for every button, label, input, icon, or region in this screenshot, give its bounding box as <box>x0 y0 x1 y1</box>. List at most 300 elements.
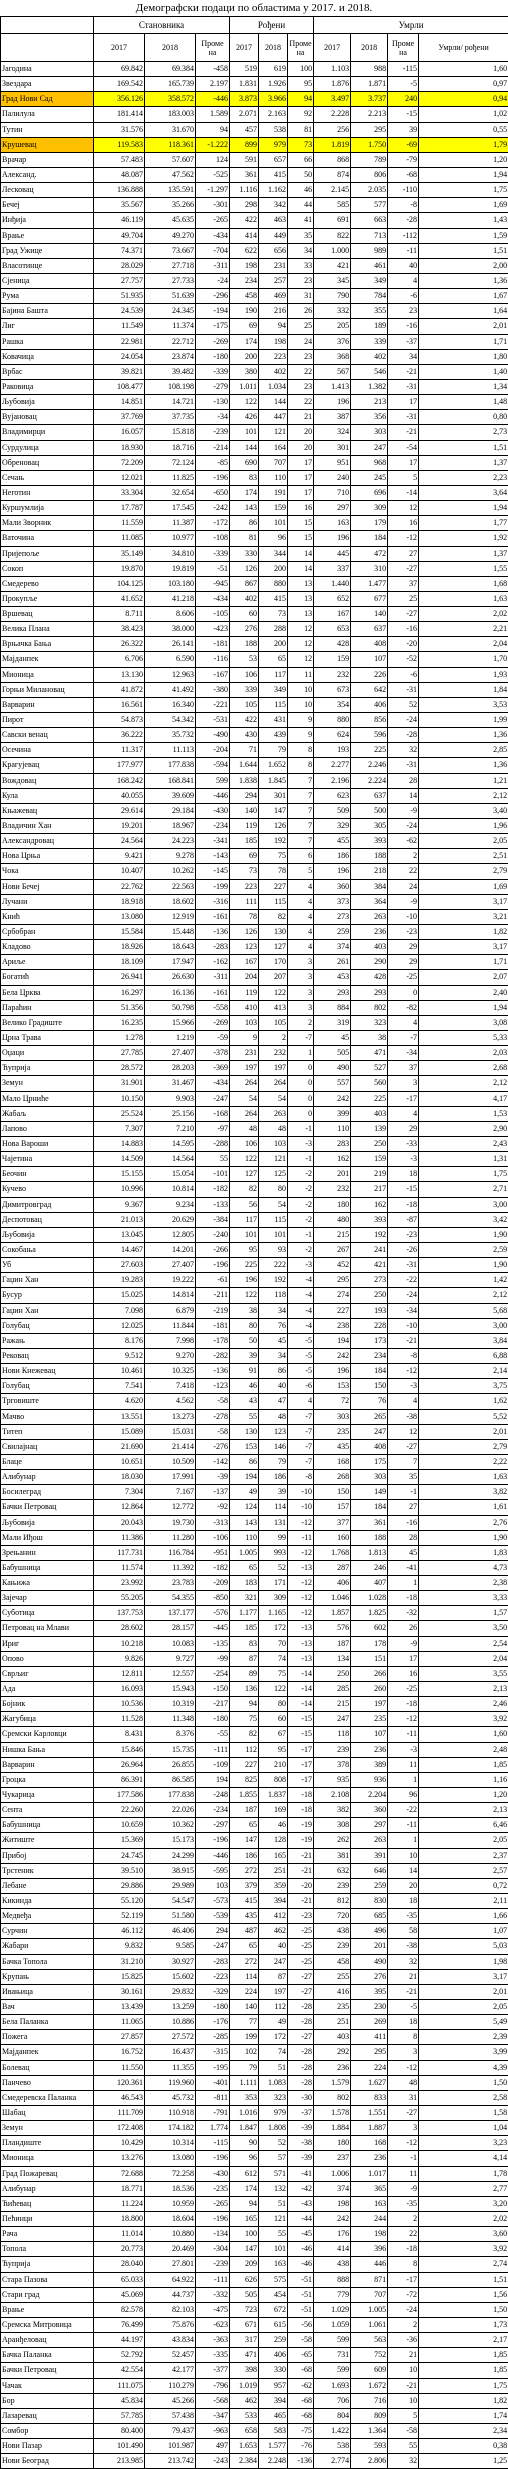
table-row <box>1 1984 508 1999</box>
value-cell: 16 <box>388 516 419 531</box>
value-cell: -14 <box>288 1697 314 1712</box>
value-cell: -21 <box>288 1894 314 1909</box>
value-cell: 31.901 <box>94 1076 145 1091</box>
value-cell: 1.831 <box>230 77 259 92</box>
value-cell: -27 <box>388 607 419 622</box>
value-cell: -2 <box>288 1212 314 1227</box>
value-cell: 94 <box>288 92 314 107</box>
value-cell: -180 <box>196 349 230 364</box>
value-cell: 12 <box>388 501 419 516</box>
value-cell: 422 <box>230 213 259 228</box>
value-cell: 1,63 <box>419 591 508 606</box>
value-cell: 319 <box>314 1015 351 1030</box>
value-cell: -116 <box>196 652 230 667</box>
value-cell: 1,85 <box>419 2363 508 2378</box>
value-cell: 295 <box>351 2045 388 2060</box>
value-cell: 90 <box>230 2136 259 2151</box>
value-cell: 25.156 <box>145 1106 196 1121</box>
value-cell: 100 <box>288 62 314 77</box>
value-cell: 49 <box>230 1485 259 1500</box>
value-cell: 1.006 <box>314 2166 351 2181</box>
value-cell: 196 <box>314 395 351 410</box>
value-cell: 46.112 <box>94 1924 145 1939</box>
value-cell: 123 <box>259 1424 288 1439</box>
value-cell: -136 <box>196 1364 230 1379</box>
value-cell: -283 <box>196 1954 230 1969</box>
value-cell: 1,71 <box>419 334 508 349</box>
value-cell: 1,90 <box>419 1258 508 1273</box>
table-row <box>1 728 508 743</box>
value-cell: 415 <box>259 167 288 182</box>
region-name-cell: Зрењанин <box>1 1545 94 1560</box>
value-cell: 585 <box>314 198 351 213</box>
value-cell: 18.109 <box>94 955 145 970</box>
value-cell: 19.870 <box>94 561 145 576</box>
value-cell: 28.572 <box>94 1061 145 1076</box>
value-cell: -446 <box>196 788 230 803</box>
value-cell: -175 <box>196 319 230 334</box>
value-cell: -211 <box>196 1288 230 1303</box>
value-cell: 723 <box>230 2302 259 2317</box>
value-cell: 1,20 <box>419 1788 508 1803</box>
value-cell: 808 <box>259 1772 288 1787</box>
value-cell: 26.141 <box>145 637 196 652</box>
region-name-cell: Бачки Петровац <box>1 2363 94 2378</box>
region-name-cell: Лебане <box>1 1878 94 1893</box>
value-cell: 716 <box>351 2393 388 2408</box>
region-name-cell: Бачка Паланка <box>1 2348 94 2363</box>
value-cell: 236 <box>351 925 388 940</box>
value-cell: 140 <box>351 607 388 622</box>
value-cell: -68 <box>288 2393 314 2408</box>
value-cell: -97 <box>196 1121 230 1136</box>
value-cell: 27.718 <box>145 258 196 273</box>
value-cell: -196 <box>196 2211 230 2226</box>
value-cell: 500 <box>351 803 388 818</box>
value-cell: 2,46 <box>419 1697 508 1712</box>
value-cell: 35 <box>388 1470 419 1485</box>
value-cell: 89 <box>230 1666 259 1681</box>
value-cell: -445 <box>196 1621 230 1636</box>
table-row <box>1 2060 508 2075</box>
value-cell: 21.414 <box>145 1439 196 1454</box>
value-cell: 1,36 <box>419 728 508 743</box>
value-cell: 37 <box>388 1061 419 1076</box>
table-row <box>1 410 508 425</box>
value-cell: 232 <box>259 1046 288 1061</box>
value-cell: 1.837 <box>259 1788 288 1803</box>
value-cell: 38.000 <box>145 622 196 637</box>
region-name-cell: Голубац <box>1 1318 94 1333</box>
value-cell: 11.574 <box>94 1560 145 1575</box>
value-cell: 237 <box>314 2151 351 2166</box>
value-cell: -51 <box>288 2287 314 2302</box>
table-row <box>1 1727 508 1742</box>
value-cell: -137 <box>196 1485 230 1500</box>
table-row <box>1 198 508 213</box>
value-cell: -301 <box>196 198 230 213</box>
table-row <box>1 1167 508 1182</box>
value-cell: 1,90 <box>419 1227 508 1242</box>
value-cell: 1.627 <box>351 2075 388 2090</box>
value-cell: -4 <box>288 1318 314 1333</box>
value-cell: 1,42 <box>419 1273 508 1288</box>
value-cell: 24.564 <box>94 834 145 849</box>
region-name-cell: Јагодина <box>1 62 94 77</box>
value-cell: -595 <box>196 1863 230 1878</box>
value-cell: 1,69 <box>419 879 508 894</box>
table-row <box>1 258 508 273</box>
value-cell: -35 <box>388 2196 419 2211</box>
value-cell: 888 <box>314 2272 351 2287</box>
value-cell: -72 <box>388 2287 419 2302</box>
value-cell: 57.438 <box>145 2408 196 2423</box>
value-cell: -22 <box>388 1273 419 1288</box>
value-cell: 219 <box>351 1167 388 1182</box>
value-cell: 11.844 <box>145 1318 196 1333</box>
value-cell: 168.242 <box>94 773 145 788</box>
table-row <box>1 2378 508 2393</box>
value-cell: 1.019 <box>230 2378 259 2393</box>
value-cell: 227 <box>230 1757 259 1772</box>
value-cell: 16 <box>388 1666 419 1681</box>
value-cell: -52 <box>388 652 419 667</box>
value-cell: 623 <box>314 788 351 803</box>
value-cell: 4,39 <box>419 2060 508 2075</box>
value-cell: -363 <box>196 2333 230 2348</box>
value-cell: 121 <box>259 2211 288 2226</box>
value-cell: 276 <box>230 622 259 637</box>
value-cell: 9 <box>230 1031 259 1046</box>
value-cell: 11.374 <box>145 319 196 334</box>
column-header: 2017 <box>314 34 351 62</box>
value-cell: 7 <box>288 788 314 803</box>
value-cell: 936 <box>351 1772 388 1787</box>
region-name-cell: Нова Црња <box>1 849 94 864</box>
region-name-cell: Неготин <box>1 485 94 500</box>
value-cell: 35.732 <box>145 728 196 743</box>
table-row <box>1 1500 508 1515</box>
value-cell: 1,79 <box>419 137 508 152</box>
table-row <box>1 1424 508 1439</box>
value-cell: 101.987 <box>145 2439 196 2454</box>
value-cell: -7 <box>288 1454 314 1469</box>
value-cell: 177.586 <box>94 1788 145 1803</box>
value-cell: -430 <box>196 2166 230 2181</box>
value-cell: -14 <box>288 1682 314 1697</box>
value-cell: 8 <box>388 2030 419 2045</box>
value-cell: 250 <box>351 1136 388 1151</box>
value-cell: -8 <box>388 1348 419 1363</box>
region-name-cell: Чајетина <box>1 1152 94 1167</box>
value-cell: 393 <box>351 1212 388 1227</box>
table-row <box>1 152 508 167</box>
value-cell: 297 <box>314 501 351 516</box>
value-cell: 86 <box>230 516 259 531</box>
value-cell: 1.016 <box>230 2105 259 2120</box>
value-cell: 210 <box>259 1757 288 1772</box>
table-row <box>1 773 508 788</box>
value-cell: 830 <box>351 1894 388 1909</box>
region-name-cell: Пријепоље <box>1 546 94 561</box>
region-name-cell: Раковица <box>1 379 94 394</box>
value-cell: -335 <box>196 2348 230 2363</box>
sheet-title: Демографски подаци по областима у 2017. и 2018. <box>0 0 508 16</box>
value-cell: 12 <box>288 652 314 667</box>
value-cell: 602 <box>351 1621 388 1636</box>
value-cell: 2.806 <box>351 2454 388 2469</box>
value-cell: 435 <box>314 1439 351 1454</box>
value-cell: 11.317 <box>94 743 145 758</box>
value-cell: 2,17 <box>419 2333 508 2348</box>
value-cell: 177.838 <box>145 1788 196 1803</box>
table-row <box>1 2287 508 2302</box>
value-cell: 656 <box>259 243 288 258</box>
table-row <box>1 1227 508 1242</box>
region-name-cell: Гаџин Хан <box>1 1273 94 1288</box>
value-cell: 13.439 <box>94 2000 145 2015</box>
value-cell: 356 <box>351 410 388 425</box>
value-cell: 95 <box>230 1242 259 1257</box>
value-cell: -796 <box>196 2378 230 2393</box>
region-name-cell: Ваточина <box>1 531 94 546</box>
value-cell: 22.762 <box>94 879 145 894</box>
value-cell: -196 <box>196 2151 230 2166</box>
value-cell: 546 <box>351 364 388 379</box>
value-cell: 10.536 <box>94 1697 145 1712</box>
value-cell: 236 <box>351 1742 388 1757</box>
value-cell: 29.832 <box>145 1984 196 1999</box>
value-cell: 396 <box>351 2242 388 2257</box>
value-cell: 8 <box>288 758 314 773</box>
value-cell: 1 <box>388 1576 419 1591</box>
value-cell: 274 <box>314 1288 351 1303</box>
value-cell: 2,05 <box>419 1833 508 1848</box>
value-cell: 1,78 <box>419 2166 508 2181</box>
value-cell: 731 <box>314 2348 351 2363</box>
value-cell: 690 <box>230 455 259 470</box>
value-cell: 21.690 <box>94 1439 145 1454</box>
value-cell: 20 <box>288 440 314 455</box>
value-cell: -111 <box>196 2272 230 2287</box>
value-cell: 583 <box>259 2423 288 2438</box>
value-cell: 673 <box>314 682 351 697</box>
region-name-cell: Мали Иђош <box>1 1530 94 1545</box>
table-row <box>1 546 508 561</box>
region-name-cell: Бечеј <box>1 198 94 213</box>
region-name-cell: Ражањ <box>1 1333 94 1348</box>
value-cell: 41.218 <box>145 591 196 606</box>
value-cell: -304 <box>196 2242 230 2257</box>
region-name-cell: Опово <box>1 1651 94 1666</box>
table-row <box>1 1212 508 1227</box>
value-cell: 245 <box>351 470 388 485</box>
value-cell: -434 <box>196 591 230 606</box>
value-cell: 273 <box>314 909 351 924</box>
value-cell: 261 <box>314 955 351 970</box>
value-cell: 10.314 <box>145 2136 196 2151</box>
value-cell: 3,17 <box>419 940 508 955</box>
value-cell: 1.825 <box>351 1606 388 1621</box>
value-cell: 3.873 <box>230 92 259 107</box>
value-cell: 19.201 <box>94 819 145 834</box>
value-cell: 339 <box>230 682 259 697</box>
value-cell: 412 <box>259 1909 288 1924</box>
value-cell: 303 <box>351 1470 388 1485</box>
value-cell: 99 <box>259 1530 288 1545</box>
value-cell: 16.561 <box>94 697 145 712</box>
value-cell: 295 <box>314 1273 351 1288</box>
value-cell: -56 <box>288 2317 314 2332</box>
value-cell: 24 <box>288 334 314 349</box>
value-cell: -369 <box>196 1061 230 1076</box>
value-cell: -36 <box>388 2333 419 2348</box>
value-cell: 1.029 <box>314 2302 351 2317</box>
value-cell: 3,53 <box>419 697 508 712</box>
value-cell: 196 <box>230 1273 259 1288</box>
value-cell: 45 <box>259 1333 288 1348</box>
value-cell: 39.510 <box>94 1863 145 1878</box>
value-cell: 706 <box>314 2393 351 2408</box>
region-name-cell: Мионица <box>1 667 94 682</box>
region-name-cell: Вујановац <box>1 410 94 425</box>
value-cell: -446 <box>196 1848 230 1863</box>
table-row <box>1 864 508 879</box>
value-cell: 2,02 <box>419 2211 508 2226</box>
value-cell: -341 <box>196 834 230 849</box>
table-row <box>1 713 508 728</box>
table-row <box>1 879 508 894</box>
value-cell: 232 <box>314 1182 351 1197</box>
value-cell: -2 <box>288 1182 314 1197</box>
value-cell: 66 <box>288 152 314 167</box>
value-cell: 183 <box>230 1576 259 1591</box>
value-cell: 1.774 <box>196 2121 230 2136</box>
value-cell: 12.864 <box>94 1500 145 1515</box>
value-cell: -339 <box>196 546 230 561</box>
value-cell: 32 <box>388 1954 419 1969</box>
value-cell: 127 <box>259 940 288 955</box>
value-cell: 236 <box>314 2060 351 2075</box>
value-cell: 591 <box>230 152 259 167</box>
table-row <box>1 1666 508 1681</box>
value-cell: 290 <box>351 955 388 970</box>
value-cell: -43 <box>288 2196 314 2211</box>
value-cell: -12 <box>288 1576 314 1591</box>
value-cell: 1.551 <box>351 2105 388 2120</box>
value-cell: 187 <box>314 1636 351 1651</box>
table-row <box>1 2393 508 2408</box>
value-cell: 136 <box>230 1682 259 1697</box>
value-cell: -199 <box>196 879 230 894</box>
value-cell: 403 <box>314 2030 351 2045</box>
value-cell: -28 <box>288 2015 314 2030</box>
value-cell: 11.550 <box>94 2060 145 2075</box>
value-cell: 1.855 <box>230 1788 259 1803</box>
value-cell: 509 <box>314 803 351 818</box>
value-cell: 2.196 <box>314 773 351 788</box>
value-cell: -558 <box>196 1000 230 1015</box>
value-cell: -21 <box>388 2378 419 2393</box>
value-cell: 180 <box>314 2136 351 2151</box>
value-cell: 2,01 <box>419 319 508 334</box>
value-cell: 125 <box>259 1167 288 1182</box>
value-cell: 287 <box>314 1560 351 1575</box>
region-name-cell: Врачар <box>1 152 94 167</box>
value-cell: -2 <box>288 1197 314 1212</box>
value-cell: 2,68 <box>419 1061 508 1076</box>
value-cell: 167 <box>314 607 351 622</box>
value-cell: 115 <box>259 697 288 712</box>
value-cell: 126 <box>230 561 259 576</box>
region-name-cell: Александровац <box>1 834 94 849</box>
table-row <box>1 425 508 440</box>
value-cell: 1,50 <box>419 2302 508 2317</box>
value-cell: -136 <box>196 925 230 940</box>
value-cell: 2,07 <box>419 970 508 985</box>
value-cell: 7.418 <box>145 1379 196 1394</box>
value-cell: 1,34 <box>419 379 508 394</box>
value-cell: 9.512 <box>94 1348 145 1363</box>
value-cell: 10 <box>388 2393 419 2408</box>
value-cell: 20 <box>388 1878 419 1893</box>
value-cell: 115 <box>259 1212 288 1227</box>
value-cell: -27 <box>288 1984 314 1999</box>
value-cell: -38 <box>288 2136 314 2151</box>
table-row <box>1 1530 508 1545</box>
value-cell: 186 <box>230 1848 259 1863</box>
value-cell: 267 <box>314 1242 351 1257</box>
value-cell: 28.602 <box>94 1621 145 1636</box>
value-cell: 7.307 <box>94 1121 145 1136</box>
value-cell: 16.752 <box>94 2045 145 2060</box>
value-cell: 163 <box>259 2257 288 2272</box>
value-cell: -7 <box>388 1031 419 1046</box>
value-cell: 17 <box>388 1651 419 1666</box>
value-cell: -143 <box>196 849 230 864</box>
value-cell: 663 <box>351 213 388 228</box>
value-cell: 24.539 <box>94 304 145 319</box>
value-cell: 285 <box>314 1682 351 1697</box>
region-name-cell: Оџаци <box>1 1046 94 1061</box>
region-name-cell: Горњи Милановац <box>1 682 94 697</box>
table-row <box>1 1379 508 1394</box>
value-cell: 365 <box>351 2181 388 2196</box>
value-cell: 52 <box>388 697 419 712</box>
region-name-cell: Свилајнац <box>1 1439 94 1454</box>
region-name-cell: Голубац <box>1 1379 94 1394</box>
value-cell: 40.055 <box>94 788 145 803</box>
table-row <box>1 1818 508 1833</box>
value-cell: 186 <box>314 849 351 864</box>
value-cell: -10 <box>388 1318 419 1333</box>
value-cell: 53 <box>230 652 259 667</box>
value-cell: -6 <box>388 289 419 304</box>
value-cell: -525 <box>196 167 230 182</box>
value-cell: 15.966 <box>145 1015 196 1030</box>
value-cell: -850 <box>196 1591 230 1606</box>
value-cell: 198 <box>314 2196 351 2211</box>
table-row <box>1 289 508 304</box>
value-cell: 458 <box>314 1954 351 1969</box>
value-cell: 364 <box>351 894 388 909</box>
table-row <box>1 849 508 864</box>
value-cell: 118 <box>314 1727 351 1742</box>
value-cell: 288 <box>259 622 288 637</box>
value-cell: 11.348 <box>145 1712 196 1727</box>
value-cell: 172 <box>259 2030 288 2045</box>
value-cell: 256 <box>314 122 351 137</box>
